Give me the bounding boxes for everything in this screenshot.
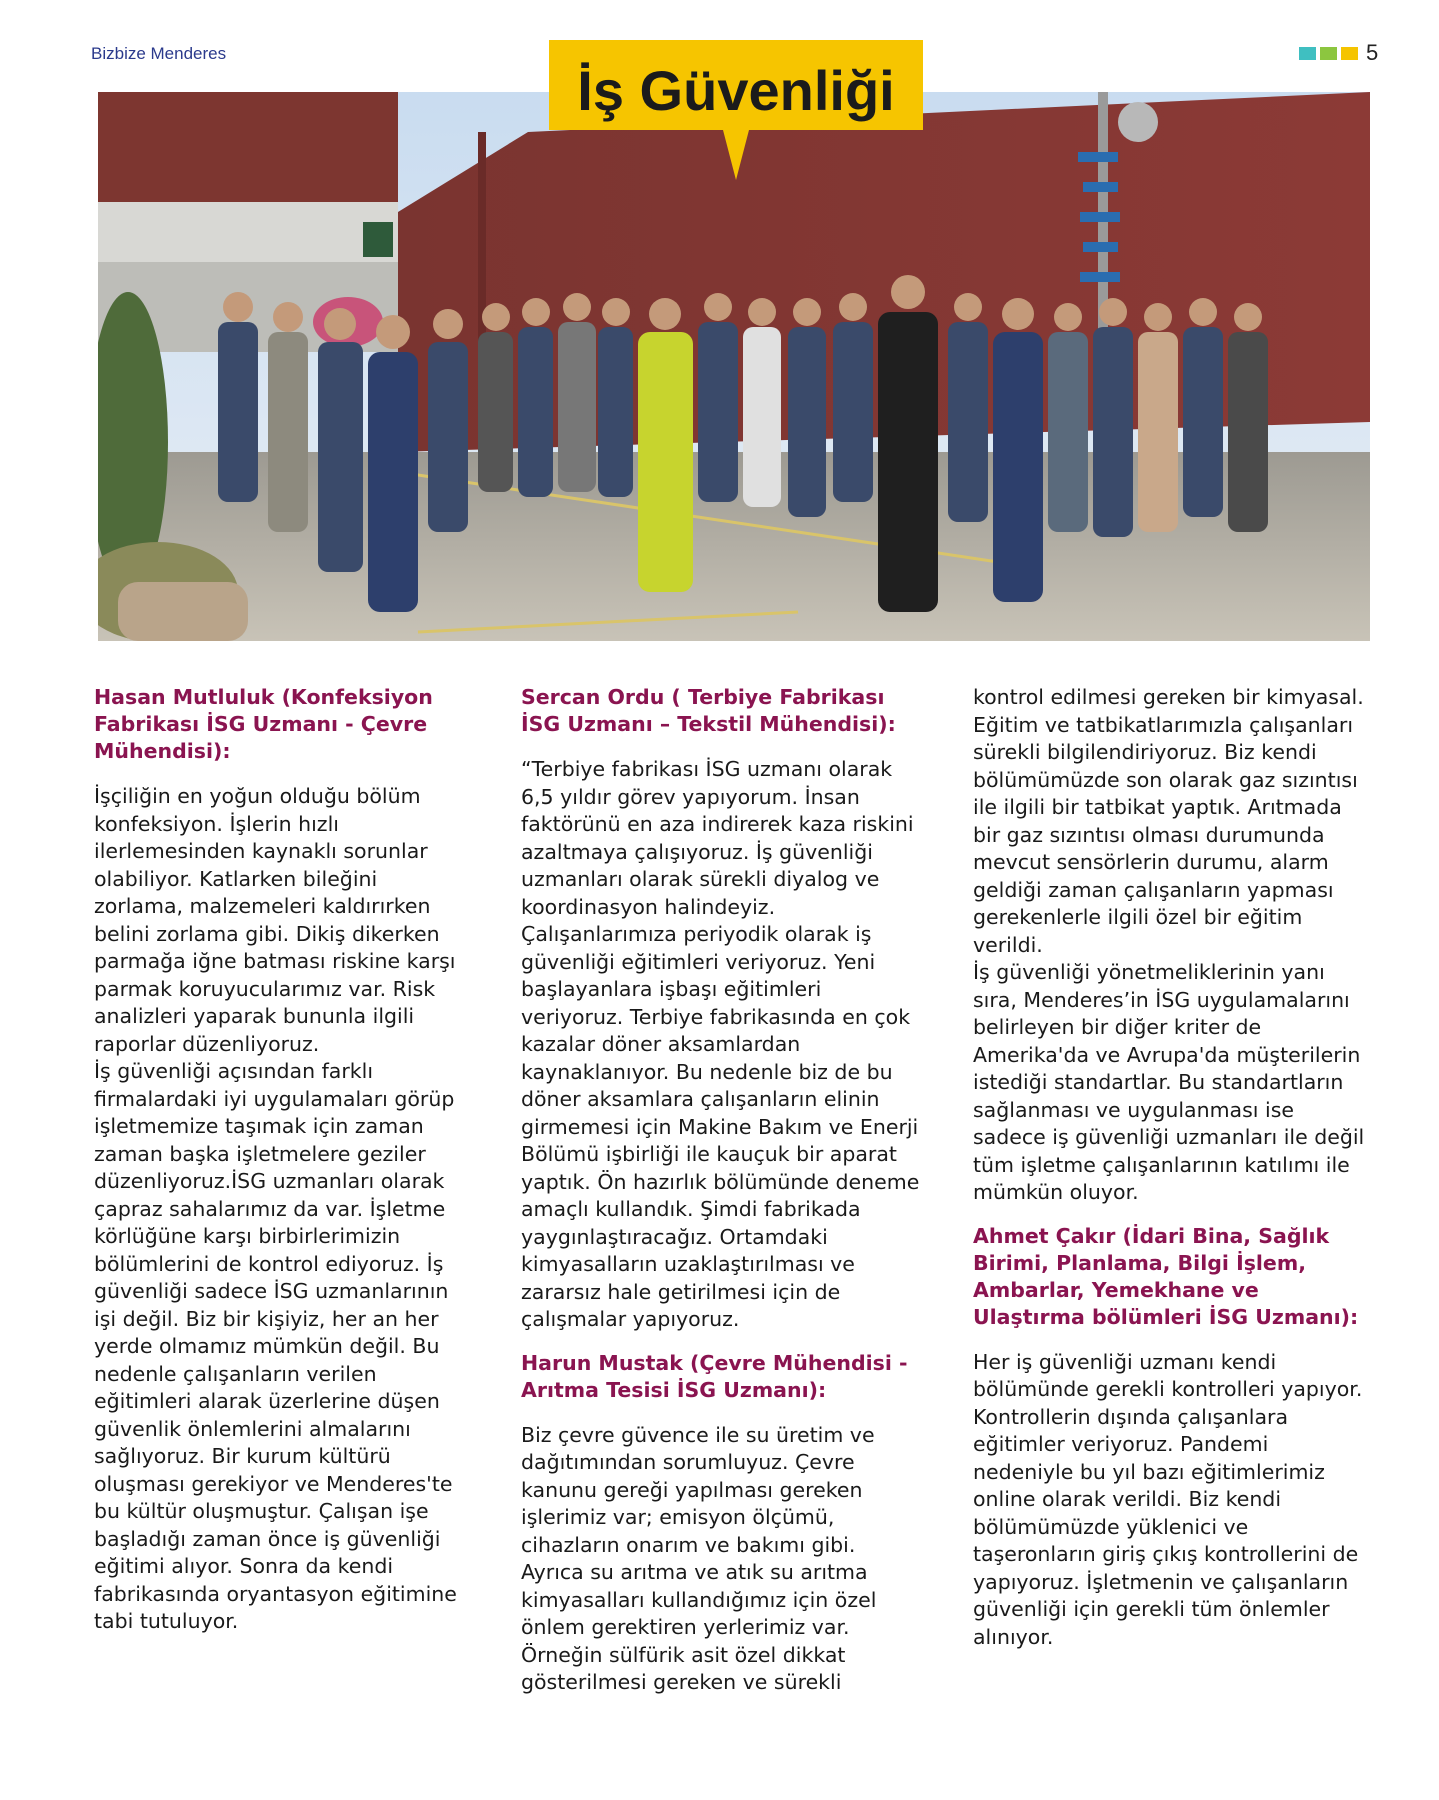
heading-ahmet-cakir: Ahmet Çakır (İdari Bina, Sağlık Birimi, Planlama, Bilgi İşlem, Ambarlar, Yemekhane ve Ulaştırma bölümleri İSG Uzmanı): (973, 1223, 1359, 1329)
square-yellow (1341, 47, 1358, 60)
heading-hasan-mutluluk: Hasan Mutluluk (Konfeksiyon Fabrikası İSG Uzmanı - Çevre Mühendisi): (94, 685, 433, 763)
heading-harun-mustak: Harun Mustak (Çevre Mühendisi - Arıtma Tesisi İSG Uzmanı): (521, 1350, 908, 1402)
page-number: 5 (1366, 40, 1379, 65)
column-1 (94, 684, 464, 1652)
color-squares (1299, 47, 1358, 60)
body-sercan-ordu: “Terbiye fabrikası İSG uzmanı olarak 6,5 yıldır görev yapıyorum. İnsan faktörünü en aza indirerek kaza riskini azaltmaya çalışıyoruz. İş güvenliği uzmanları olarak sürekli diyalog ve koordinasyon halindeyiz. Çalışanlarımıza periyodik olarak iş güvenliği eğitimleri veriyoruz. Yeni başlayanlara işbaşı eğitimleri veriyoruz. Terbiye fabrikasında en çok kazalar döner aksamlardan kaynaklanıyor. Bu nedenle biz de bu döner aksamlara çalışanların elinin girmemesi için Makine Bakım ve Enerji Bölümü işbirliği ile kauçuk bir aparat yaptık. Ön hazırlık bölümünde deneme amaçlı kullandık. Şimdi fabrikada yaygınlaştıracağız. Ortamdaki kimyasalların uzaklaştırılması ve zararsız hale getirilmesi için de çalışmalar yapıyoruz. (521, 757, 920, 1331)
square-green (1320, 47, 1337, 60)
publication-name: Bizbize Menderes (91, 44, 227, 63)
page-title: İş Güvenliği (577, 59, 895, 122)
body-harun-mustak-continued: kontrol edilmesi gereken bir kimyasal. Eğitim ve tatbikatlarımızla çalışanları sürekli bilgilendiriyoruz. Biz kendi bölümümüzde son olarak gaz sızıntısı ile ilgili bir tatbikat yaptık. Arıtmada bir gaz sızıntısı olması durumunda mevcut sensörlerin durumu, alarm geldiği zaman çalışanların yapması gerekenlerle ilgili özel bir eğitim verildi. İş güvenliği yönetmeliklerinin yanı sıra, Menderes’in İSG uygulamalarını belirleyen bir diğer kriter de Amerika'da ve Avrupa'da müşterilerin istediği standartlar. Bu standartların sağlanması ve uygulanması ise sadece iş güvenliği uzmanları ile değil tüm işletme çalışanlarının katılımı ile mümkün oluyor. (973, 685, 1365, 1204)
body-hasan-mutluluk: İşçiliğin en yoğun olduğu bölüm konfeksiyon. İşlerin hızlı ilerlemesinden kaynaklı sorunlar olabiliyor. Katlarken bileğini zorlama, malzemeleri kaldırırken belini zorlama gibi. Dikiş dikerken parmağa iğne batması riskine karşı parmak koruyucularımız var. Risk analizleri yaparak bununla ilgili raporlar düzenliyoruz. İş güvenliği açısından farklı firmalardaki iyi uygulamaları görüp işletmemize taşımak için zaman zaman başka işletmelere geziler düzenliyoruz.İSG uzmanları olarak çapraz sahalarımız da var. İşletme körlüğüne karşı birbirlerimizin bölümlerini de kontrol ediyoruz. İş güvenliği sadece İSG uzmanlarının işi değil. Biz bir kişiyiz, her an her yerde olmamız mümkün değil. Bu nedenle çalışanların verilen eğitimleri alarak üzerlerine düşen güvenlik önlemlerini almalarını sağlıyoruz. Bir kurum kültürü oluşması gerekiyor ve Menderes'te bu kültür oluşmuştur. Çalışan işe başladığı zaman önce iş güvenliği eğitimi alıyor. Sonra da kendi fabrikasında oryantasyon eğitimine tabi tutuluyor. (94, 784, 457, 1633)
square-teal (1299, 47, 1316, 60)
column-3 (973, 684, 1373, 1667)
body-ahmet-cakir: Her iş güvenliği uzmanı kendi bölümünde gerekli kontrolleri yapıyor. Kontrollerin dışında çalışanlara eğitimler veriyoruz. Pandemi nedeniyle bu yıl bazı eğitimlerimiz online olarak verildi. Biz kendi bölümümüzde yüklenici ve taşeronların giriş çıkış kontrollerini de yapıyoruz. İşletmenin ve çalışanların güvenliği için gerekli tüm önlemler alınıyor. (973, 1349, 1363, 1649)
body-harun-mustak: Biz çevre güvence ile su üretim ve dağıtımından sorumluyuz. Çevre kanunu gereği yapılması gereken işlerimiz var; emisyon ölçümü, cihazların onarım ve bakımı gibi. Ayrıca su arıtma ve atık su arıtma kimyasalları kullandığımız için özel önlem gerektiren yerlerimiz var. Örneğin sülfürik asit özel dikkat gösterilmesi gereken ve sürekli (521, 1422, 877, 1694)
heading-sercan-ordu: Sercan Ordu ( Terbiye Fabrikası İSG Uzmanı – Tekstil Mühendisi): (521, 685, 896, 736)
column-2 (521, 684, 921, 1713)
title-banner (549, 40, 923, 180)
